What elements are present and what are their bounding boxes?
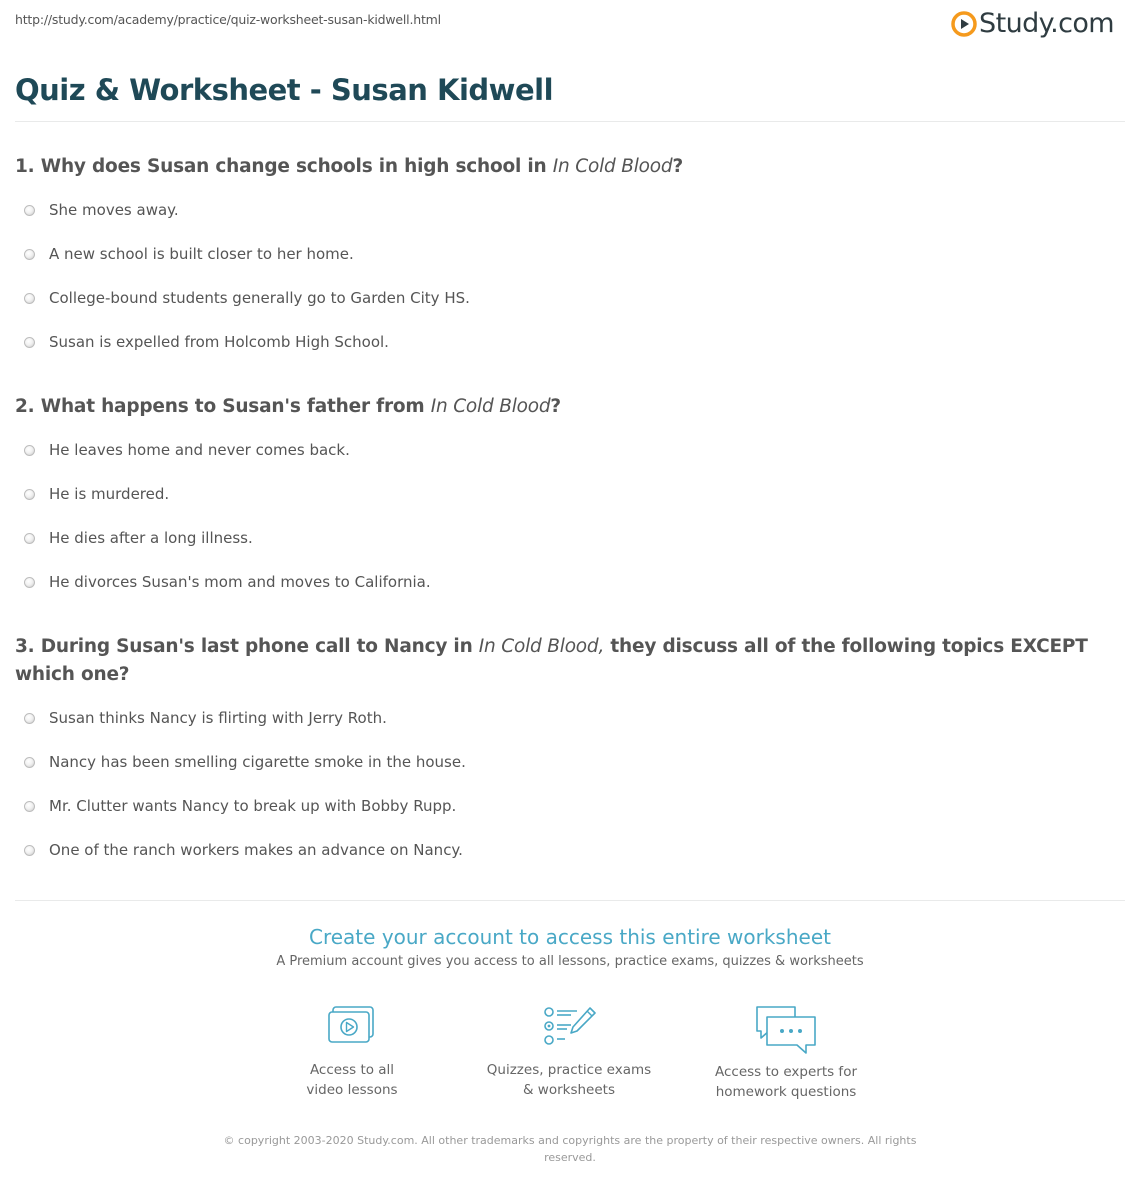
feature-label-line: Access to experts for [714,1064,857,1080]
copyright-footer [220,1132,920,1166]
feature-label-line: & worksheets [522,1082,615,1098]
answer-option[interactable]: He divorces Susan's mom and moves to California. [24,572,431,592]
feature-quizzes [469,1004,669,1100]
radio-icon[interactable] [24,577,35,588]
question-1: 1. Why does Susan change schools in high school in In Cold Blood? [15,156,684,177]
cta-subtitle: A Premium account gives you access to all lessons, practice exams, quizzes & worksheets [276,954,864,969]
answer-option[interactable]: He is murdered. [24,484,169,504]
radio-icon[interactable] [24,533,35,544]
page-url: http://study.com/academy/practice/quiz-worksheet-susan-kidwell.html [15,12,441,27]
answer-option[interactable]: A new school is built closer to her home. [24,244,354,264]
cta-title-link[interactable]: Create your account to access this entire worksheet [309,925,831,949]
video-lessons-icon [326,1004,378,1048]
radio-icon[interactable] [24,205,35,216]
feature-label-line: video lessons [306,1082,398,1098]
radio-icon[interactable] [24,293,35,304]
copyright-line: reserved. [544,1151,596,1164]
answer-option[interactable]: He leaves home and never comes back. [24,440,350,460]
radio-icon[interactable] [24,337,35,348]
feature-label-line: homework questions [715,1084,857,1100]
radio-icon[interactable] [24,713,35,724]
question-3: 3. During Susan's last phone call to Nancy in In Cold Blood, they discuss all of the following topics EXCEPT which one? [15,636,1088,685]
answer-option[interactable]: She moves away. [24,200,179,220]
answer-option[interactable]: Susan is expelled from Holcomb High School. [24,332,389,352]
feature-label-line: Quizzes, practice exams [486,1062,652,1078]
logo-text: Study.com [979,8,1114,39]
feature-experts [686,1004,886,1102]
study-logo[interactable] [951,8,1114,40]
title-divider [15,121,1125,122]
answer-option[interactable]: Mr. Clutter wants Nancy to break up with Bobby Rupp. [24,796,456,816]
radio-icon[interactable] [24,801,35,812]
answer-option[interactable]: One of the ranch workers makes an advance on Nancy. [24,840,463,860]
cta-divider [15,900,1125,901]
page-title: Quiz & Worksheet - Susan Kidwell [15,73,554,107]
radio-icon[interactable] [24,757,35,768]
quiz-checklist-icon [541,1004,597,1048]
answer-option[interactable]: Susan thinks Nancy is flirting with Jerry Roth. [24,708,387,728]
radio-icon[interactable] [24,489,35,500]
play-circle-icon [951,11,977,37]
answer-option[interactable]: Nancy has been smelling cigarette smoke in the house. [24,752,466,772]
radio-icon[interactable] [24,445,35,456]
question-2: 2. What happens to Susan's father from In Cold Blood? [15,396,561,417]
chat-bubbles-icon [754,1004,818,1056]
radio-icon[interactable] [24,249,35,260]
answer-option[interactable]: He dies after a long illness. [24,528,253,548]
copyright-line: © copyright 2003-2020 Study.com. All other trademarks and copyrights are the property of their respective owners. All rights [223,1134,917,1147]
radio-icon[interactable] [24,845,35,856]
feature-label-line: Access to all [309,1062,395,1078]
feature-video-lessons [252,1004,452,1100]
answer-option[interactable]: College-bound students generally go to Garden City HS. [24,288,470,308]
